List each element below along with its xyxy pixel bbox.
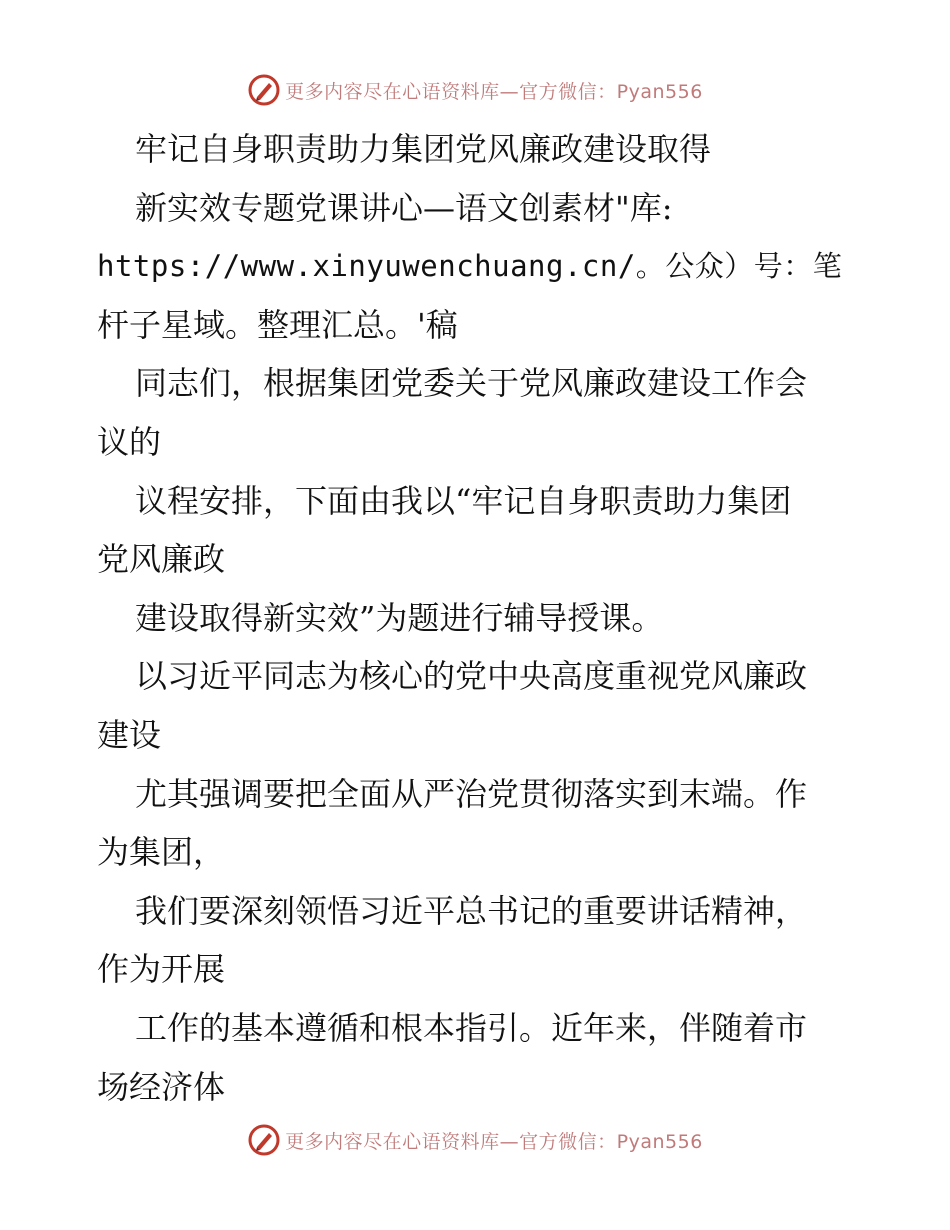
body-line: 同志们，根据集团党委关于党风廉政建设工作会 bbox=[135, 364, 808, 403]
body-line: 党风廉政 bbox=[97, 540, 226, 579]
body-line: 工作的基本遵循和根本指引。近年来，伴随着市 bbox=[135, 1008, 808, 1047]
footer-banner bbox=[0, 1120, 950, 1160]
body-line: 我们要深刻领悟习近平总书记的重要讲话精神， bbox=[135, 891, 808, 930]
body-line: 建设 bbox=[97, 715, 162, 754]
document-body bbox=[97, 120, 857, 1116]
body-line: 新实效专题党课讲心—语文创素材"库: bbox=[135, 188, 673, 227]
body-line: 牢记自身职责助力集团党风廉政建设取得 bbox=[135, 130, 712, 168]
body-line: 杆子星域。整理汇总。'稿 bbox=[97, 305, 458, 344]
body-line: 以习近平同志为核心的党中央高度重视党风廉政 bbox=[135, 657, 808, 696]
pen-logo-icon bbox=[247, 73, 281, 107]
body-line: 议的 bbox=[97, 422, 162, 461]
header-banner bbox=[0, 70, 950, 110]
body-line: 作为开展 bbox=[97, 950, 226, 989]
body-line: https://www.xinyuwenchuang.cn/。公众）号：笔 bbox=[97, 249, 843, 284]
footer-banner-text: 更多内容尽在心语资料库—官方微信：Pyan556 bbox=[285, 1130, 703, 1153]
header-banner-text: 更多内容尽在心语资料库—官方微信：Pyan556 bbox=[285, 80, 703, 103]
body-line: 场经济体 bbox=[97, 1067, 226, 1106]
body-line: 尤其强调要把全面从严治党贯彻落实到末端。作 bbox=[135, 774, 808, 813]
pen-logo-icon bbox=[247, 1123, 281, 1157]
body-line: 议程安排，下面由我以“牢记自身职责助力集团 bbox=[135, 481, 792, 520]
body-line: 为集团， bbox=[97, 833, 226, 872]
body-line: 建设取得新实效”为题进行辅导授课。 bbox=[135, 598, 664, 637]
